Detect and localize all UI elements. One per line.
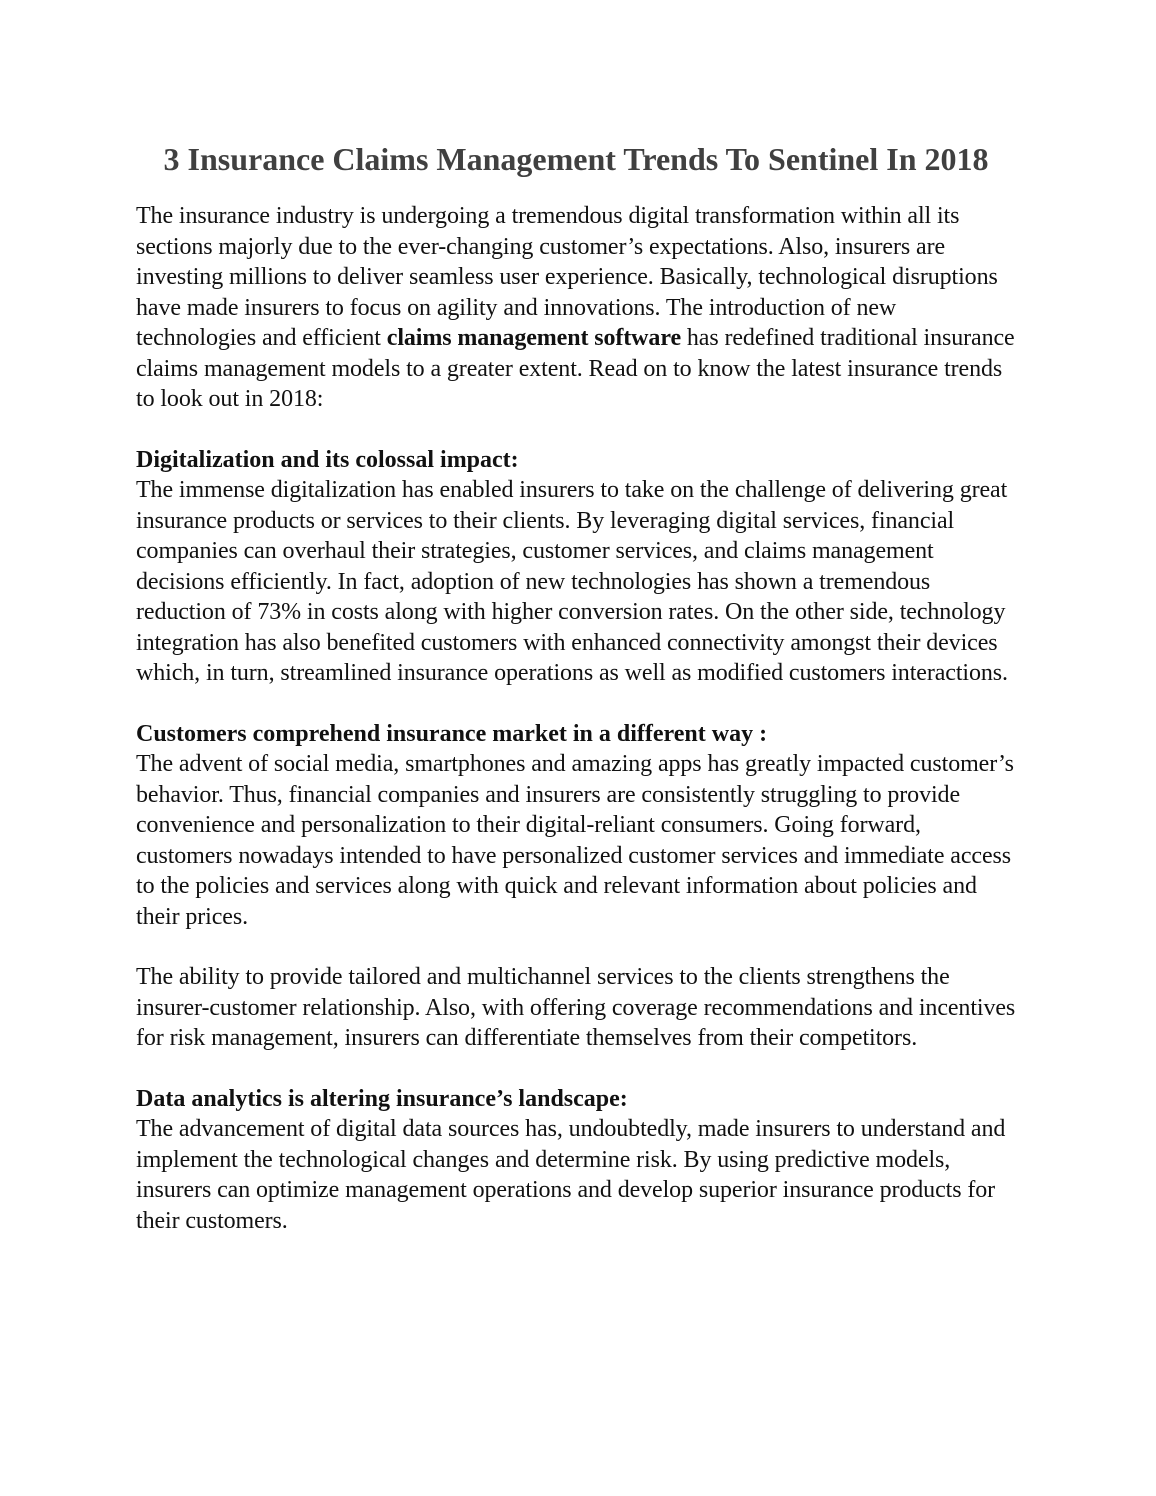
intro-paragraph xyxy=(136,201,1016,415)
intro-text-end: has redefined traditional insurance claims management models to a greater extent. Read on to know the latest insurance trends to look out in 2018: xyxy=(136,325,1015,412)
section-paragraph: The advent of social media, smartphones and amazing apps has greatly impacted customer’s behavior. Thus, financial companies and insurers are consistently struggling to provide convenience and personalization to their digital-reliant consumers. Going forward, customers nowadays intended to have personalized customer services and immediate access to the policies and services along with quick and relevant information about policies and their prices. xyxy=(136,751,1014,930)
intro-text-start: The insurance industry is undergoing a tremendous digital transformation within all its sections majorly due to the ever-changing customer’s expectations. Also, insurers are investing millions to deliver seamless user experience. Basically, technological disruptions have made insurers to focus on agility and innovations. The introduction of new technologies and efficient xyxy=(136,203,998,351)
section-data-analytics xyxy=(136,1084,1016,1237)
claims-management-software-emphasis: claims management software xyxy=(386,325,681,351)
section-paragraph: The advancement of digital data sources has, undoubtedly, made insurers to understand and implement the technological changes and determine risk. By using predictive models, insurers can optimize management operations and develop superior insurance products for their customers. xyxy=(136,1116,1006,1234)
section-heading: Customers comprehend insurance market in a different way : xyxy=(136,720,768,747)
section-heading: Data analytics is altering insurance’s landscape: xyxy=(136,1085,628,1112)
section-paragraph: The immense digitalization has enabled insurers to take on the challenge of delivering great insurance products or services to their clients. By leveraging digital services, financial companies can overhaul their strategies, customer services, and claims management decisions efficiently. In fact, adoption of new technologies has shown a tremendous reduction of 73% in costs along with higher conversion rates. On the other side, technology integration has also benefited customers with enhanced connectivity amongst their devices which, in turn, streamlined insurance operations as well as modified customers interactions. xyxy=(136,477,1008,686)
section-paragraph: The ability to provide tailored and multichannel services to the clients strengthens the insurer-customer relationship. Also, with offering coverage recommendations and incentives for risk management, insurers can differentiate themselves from their competitors. xyxy=(136,964,1016,1051)
section-heading: Digitalization and its colossal impact: xyxy=(136,446,519,473)
document-page xyxy=(136,140,1016,1236)
section-digitalization xyxy=(136,445,1016,689)
document-title: 3 Insurance Claims Management Trends To Sentinel In 2018 xyxy=(163,141,989,177)
section-customers xyxy=(136,719,1016,1054)
